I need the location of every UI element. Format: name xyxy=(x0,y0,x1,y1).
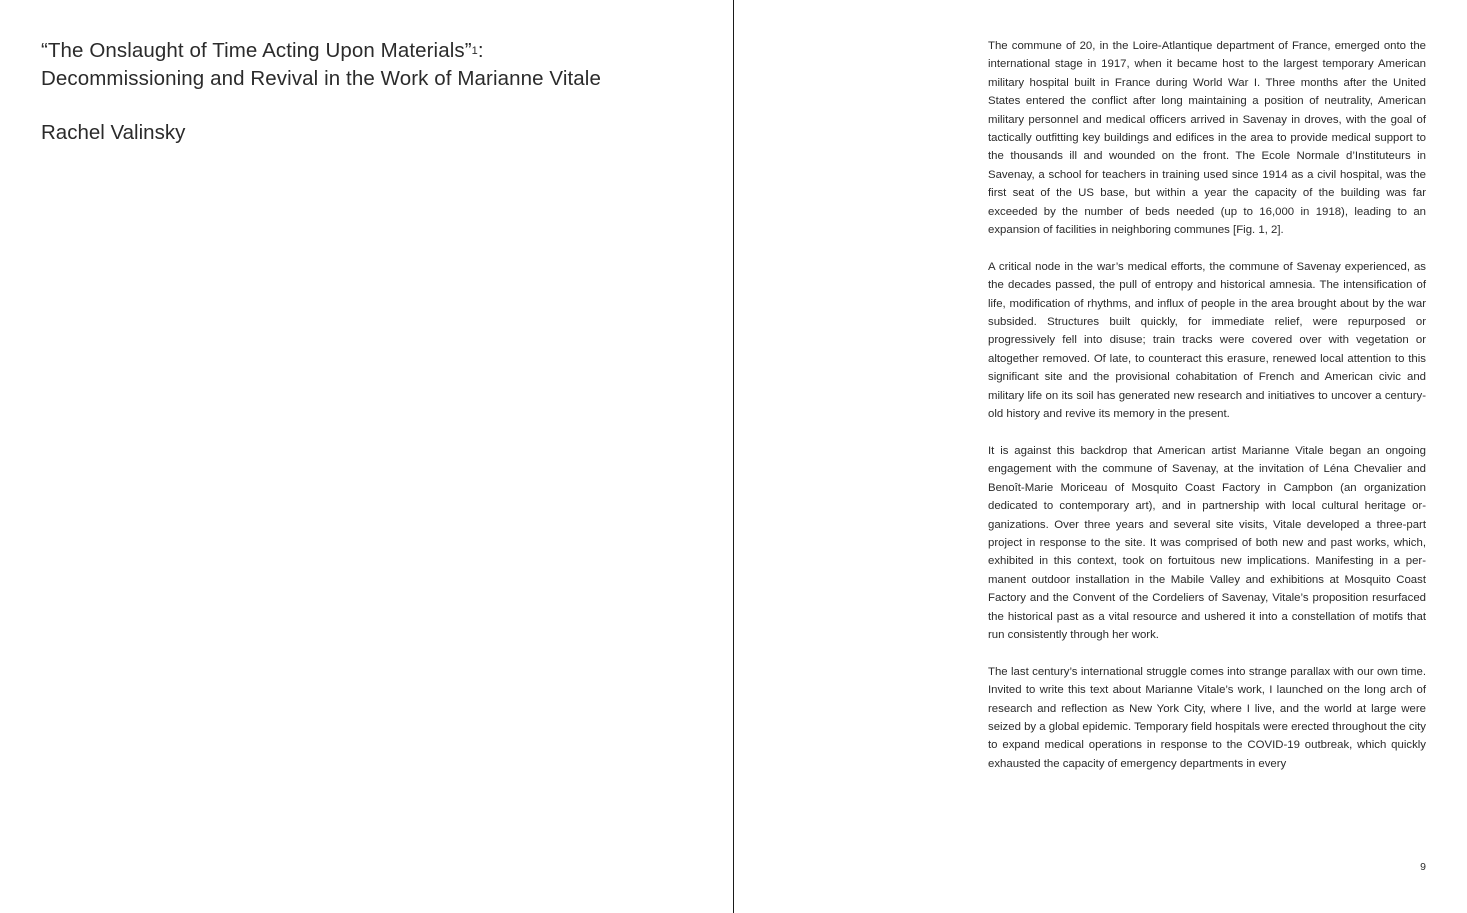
title-colon: : xyxy=(477,39,484,62)
body-paragraph: The last century’s international struggle comes into strange parallax with our own time. Invited to write this text about Marianne Vitale’s work, I launched on the long arch of research and reflection as New York City, where I live, and the world at large were seized by a global epidemic. Temporary field hospitals were erected throughout the city to expand medical operations in response to the COVID-19 outbreak, which quickly exhausted the capacity of emergency departments in every xyxy=(988,665,1426,770)
right-page xyxy=(734,0,1467,913)
footnote-marker[interactable]: 1 xyxy=(471,45,478,57)
title-line-1-text: “The Onslaught of Time Acting Upon Materials” xyxy=(41,39,472,62)
essay-title xyxy=(41,37,701,92)
title-line-2: Decommissioning and Revival in the Work of Marianne Vitale xyxy=(41,66,601,90)
body-paragraph: The commune of 20, in the Loire-Atlantique department of France, emerged onto the international stage in 1917, when it became host to the largest temporary American military hospital built in France during World War I. Three months after the United States entered the conflict after long maintaining a position of neutrality, American military personnel and medical officers arrived in Savenay in droves, with the goal of tactically outfitting key buildings and edifices in the area to provide medical support to the thousands ill and wounded on the front. The Ecole Normale d’Instituteurs in Savenay, a school for teachers in training used since 1914 as a civil hospital, was the first seat of the US base, but within a year the capacity of the building was far exceeded by the number of beds needed (up to 16,000 in 1918), leading to an expansion of facilities in neighboring communes [Fig. 1, 2]. xyxy=(988,40,1426,237)
body-paragraph: A critical node in the war’s medical efforts, the commune of Savenay experienced, as the decades passed, the pull of entropy and historical amnesia. The intensification of life, modification of rhythms, and influx of people in the area brought about by the war subsided. Structures built quickly, for immediate relief, were repurposed or progressively fell into disuse; train tracks were covered over with vegetation or altogether removed. Of late, to counteract this erasure, renewed local attention to this significant site and the provisional cohabitation of French and American civic and military life on its soil has generated new research and initiatives to uncover a century-old history and revive its memory in the present. xyxy=(988,260,1426,421)
essay-body xyxy=(988,37,1426,792)
left-page xyxy=(0,0,733,913)
body-paragraph: It is against this backdrop that American artist Marianne Vitale began an ongoing engagement with the commune of Savenay, at the invitation of Léna Chevalier and Benoît-Marie Moriceau of Mosquito Coast Factory in Campbon (an organization dedicated to contemporary art), and in partnership with local cultural heritage organizations. Over three years and several site visits, Vitale developed a three-part project in response to the site. It was comprised of both new and past works, which, exhibited in this context, took on fortuitous new implications. Manifesting in a permanent outdoor installation in the Mabile Valley and exhibitions at Mosquito Coast Factory and the Convent of the Cordeliers of Savenay, Vitale’s proposition resurfaced the historical past as a vital resource and ushered it into a constellation of motifs that run consistently through her work. xyxy=(988,444,1426,641)
title-line-1 xyxy=(41,37,701,65)
page-number: 9 xyxy=(1420,861,1426,873)
author-name: Rachel Valinsky xyxy=(41,121,186,144)
